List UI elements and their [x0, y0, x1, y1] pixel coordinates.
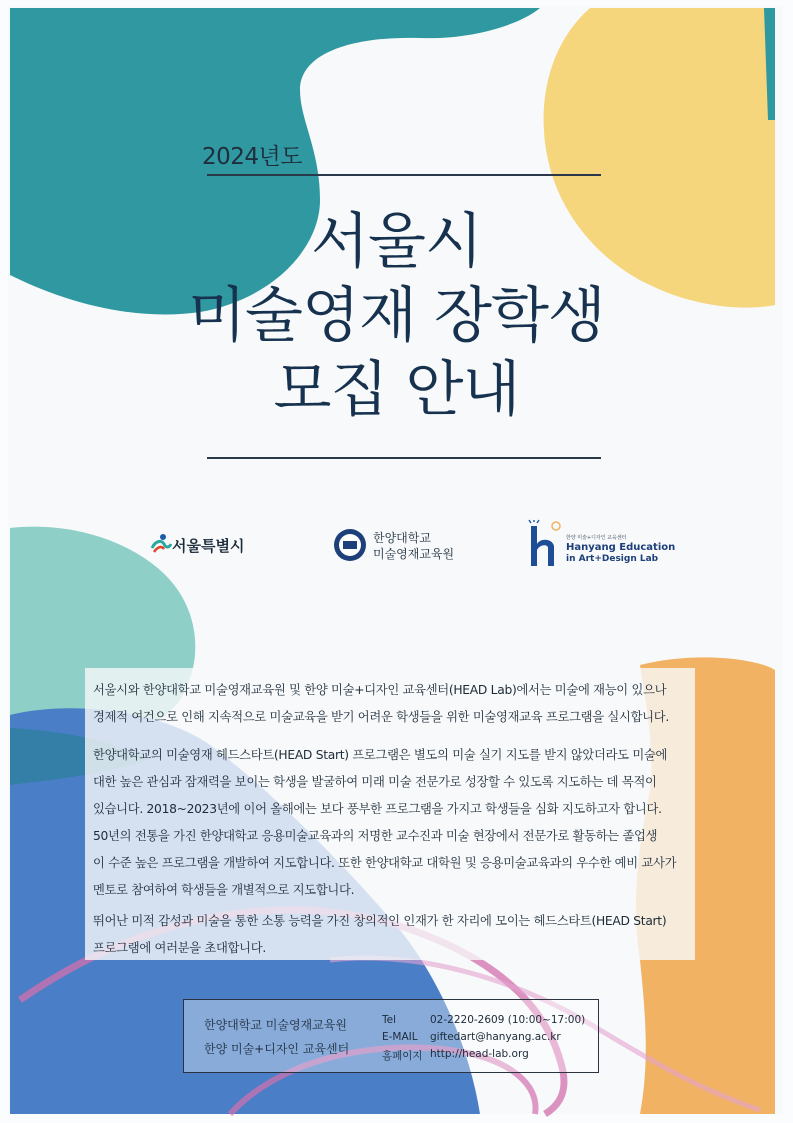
tel-label: Tel — [382, 1014, 397, 1026]
body-line: 서울시와 한양대학교 미술영재교육원 및 한양 미술+디자인 교육센터(HEAD Lab)에서는 미술에 재능이 있으나 — [93, 683, 667, 697]
hanyang-logo-line2: 미술영재교육원 — [373, 547, 455, 561]
contact-org-2: 한양 미술+디자인 교육센터 — [204, 1042, 350, 1056]
email-link[interactable]: giftedart@hanyang.ac.kr — [430, 1031, 561, 1043]
seoul-symbol-icon — [150, 532, 172, 554]
email-label: E-MAIL — [382, 1031, 418, 1043]
body-line: 이 수준 높은 프로그램을 개발하여 지도합니다. 또한 한양대학교 대학원 및 응용미술교육과의 우수한 예비 교사가 — [93, 856, 677, 870]
homepage-label: 홈페이지 — [382, 1050, 423, 1062]
body-paragraph-1 — [93, 677, 691, 731]
body-paragraph-2 — [93, 742, 691, 904]
bottom-divider — [207, 457, 601, 459]
contact-org-1: 한양대학교 미술영재교육원 — [204, 1018, 347, 1032]
year-label: 2024년도 — [202, 144, 302, 170]
contact-box — [183, 999, 599, 1073]
body-line: 경제적 여건으로 인해 지속적으로 미술교육을 받기 어려운 학생들을 위한 미술영재교육 프로그램을 실시합니다. — [93, 710, 669, 724]
headlab-line1: Hanyang Education — [566, 542, 676, 553]
tel-value: 02-2220-2609 (10:00~17:00) — [430, 1014, 586, 1026]
body-line: 한양대학교의 미술영재 헤드스타트(HEAD Start) 프로그램은 별도의 미술 실기 지도를 받지 않았더라도 미술에 — [93, 748, 668, 762]
body-line: 있습니다. 2018~2023년에 이어 올해에는 보다 풍부한 프로그램을 가지고 학생들을 심화 지도하고자 합니다. — [93, 802, 662, 816]
body-line: 대한 높은 관심과 잠재력을 보이는 학생을 발굴하여 미래 미술 전문가로 성장할 수 있도록 지도하는 데 목적이 — [93, 775, 657, 789]
body-line: 프로그램에 여러분을 초대합니다. — [93, 941, 266, 955]
body-line: 멘토로 참여하여 학생들을 개별적으로 지도합니다. — [93, 883, 355, 897]
title-line-2: 미술영재 장학생 — [188, 281, 605, 351]
headlab-small-text: 한양 미술+디자인 교육센터 — [566, 535, 627, 541]
headlab-h-icon — [528, 518, 562, 568]
title-line-3: 모집 안내 — [273, 355, 520, 425]
seoul-logo-text: 서울특별시 — [172, 537, 245, 555]
body-line: 50년의 전통을 가진 한양대학교 응용미술교육과의 저명한 교수진과 미술 현장에서 전문가로 활동하는 졸업생 — [93, 829, 658, 843]
headlab-line2: in Art+Design Lab — [566, 554, 659, 564]
hanyang-emblem-icon — [333, 528, 367, 562]
title-line-1: 서울시 — [311, 207, 482, 277]
top-divider — [207, 174, 601, 176]
homepage-link[interactable]: http://head-lab.org — [430, 1048, 529, 1060]
body-paragraph-3 — [93, 908, 691, 962]
body-line: 뛰어난 미적 감성과 미술을 통한 소통 능력을 가진 창의적인 인재가 한 자리에 모이는 헤드스타트(HEAD Start) — [93, 914, 667, 928]
hanyang-logo-line1: 한양대학교 — [373, 531, 431, 545]
